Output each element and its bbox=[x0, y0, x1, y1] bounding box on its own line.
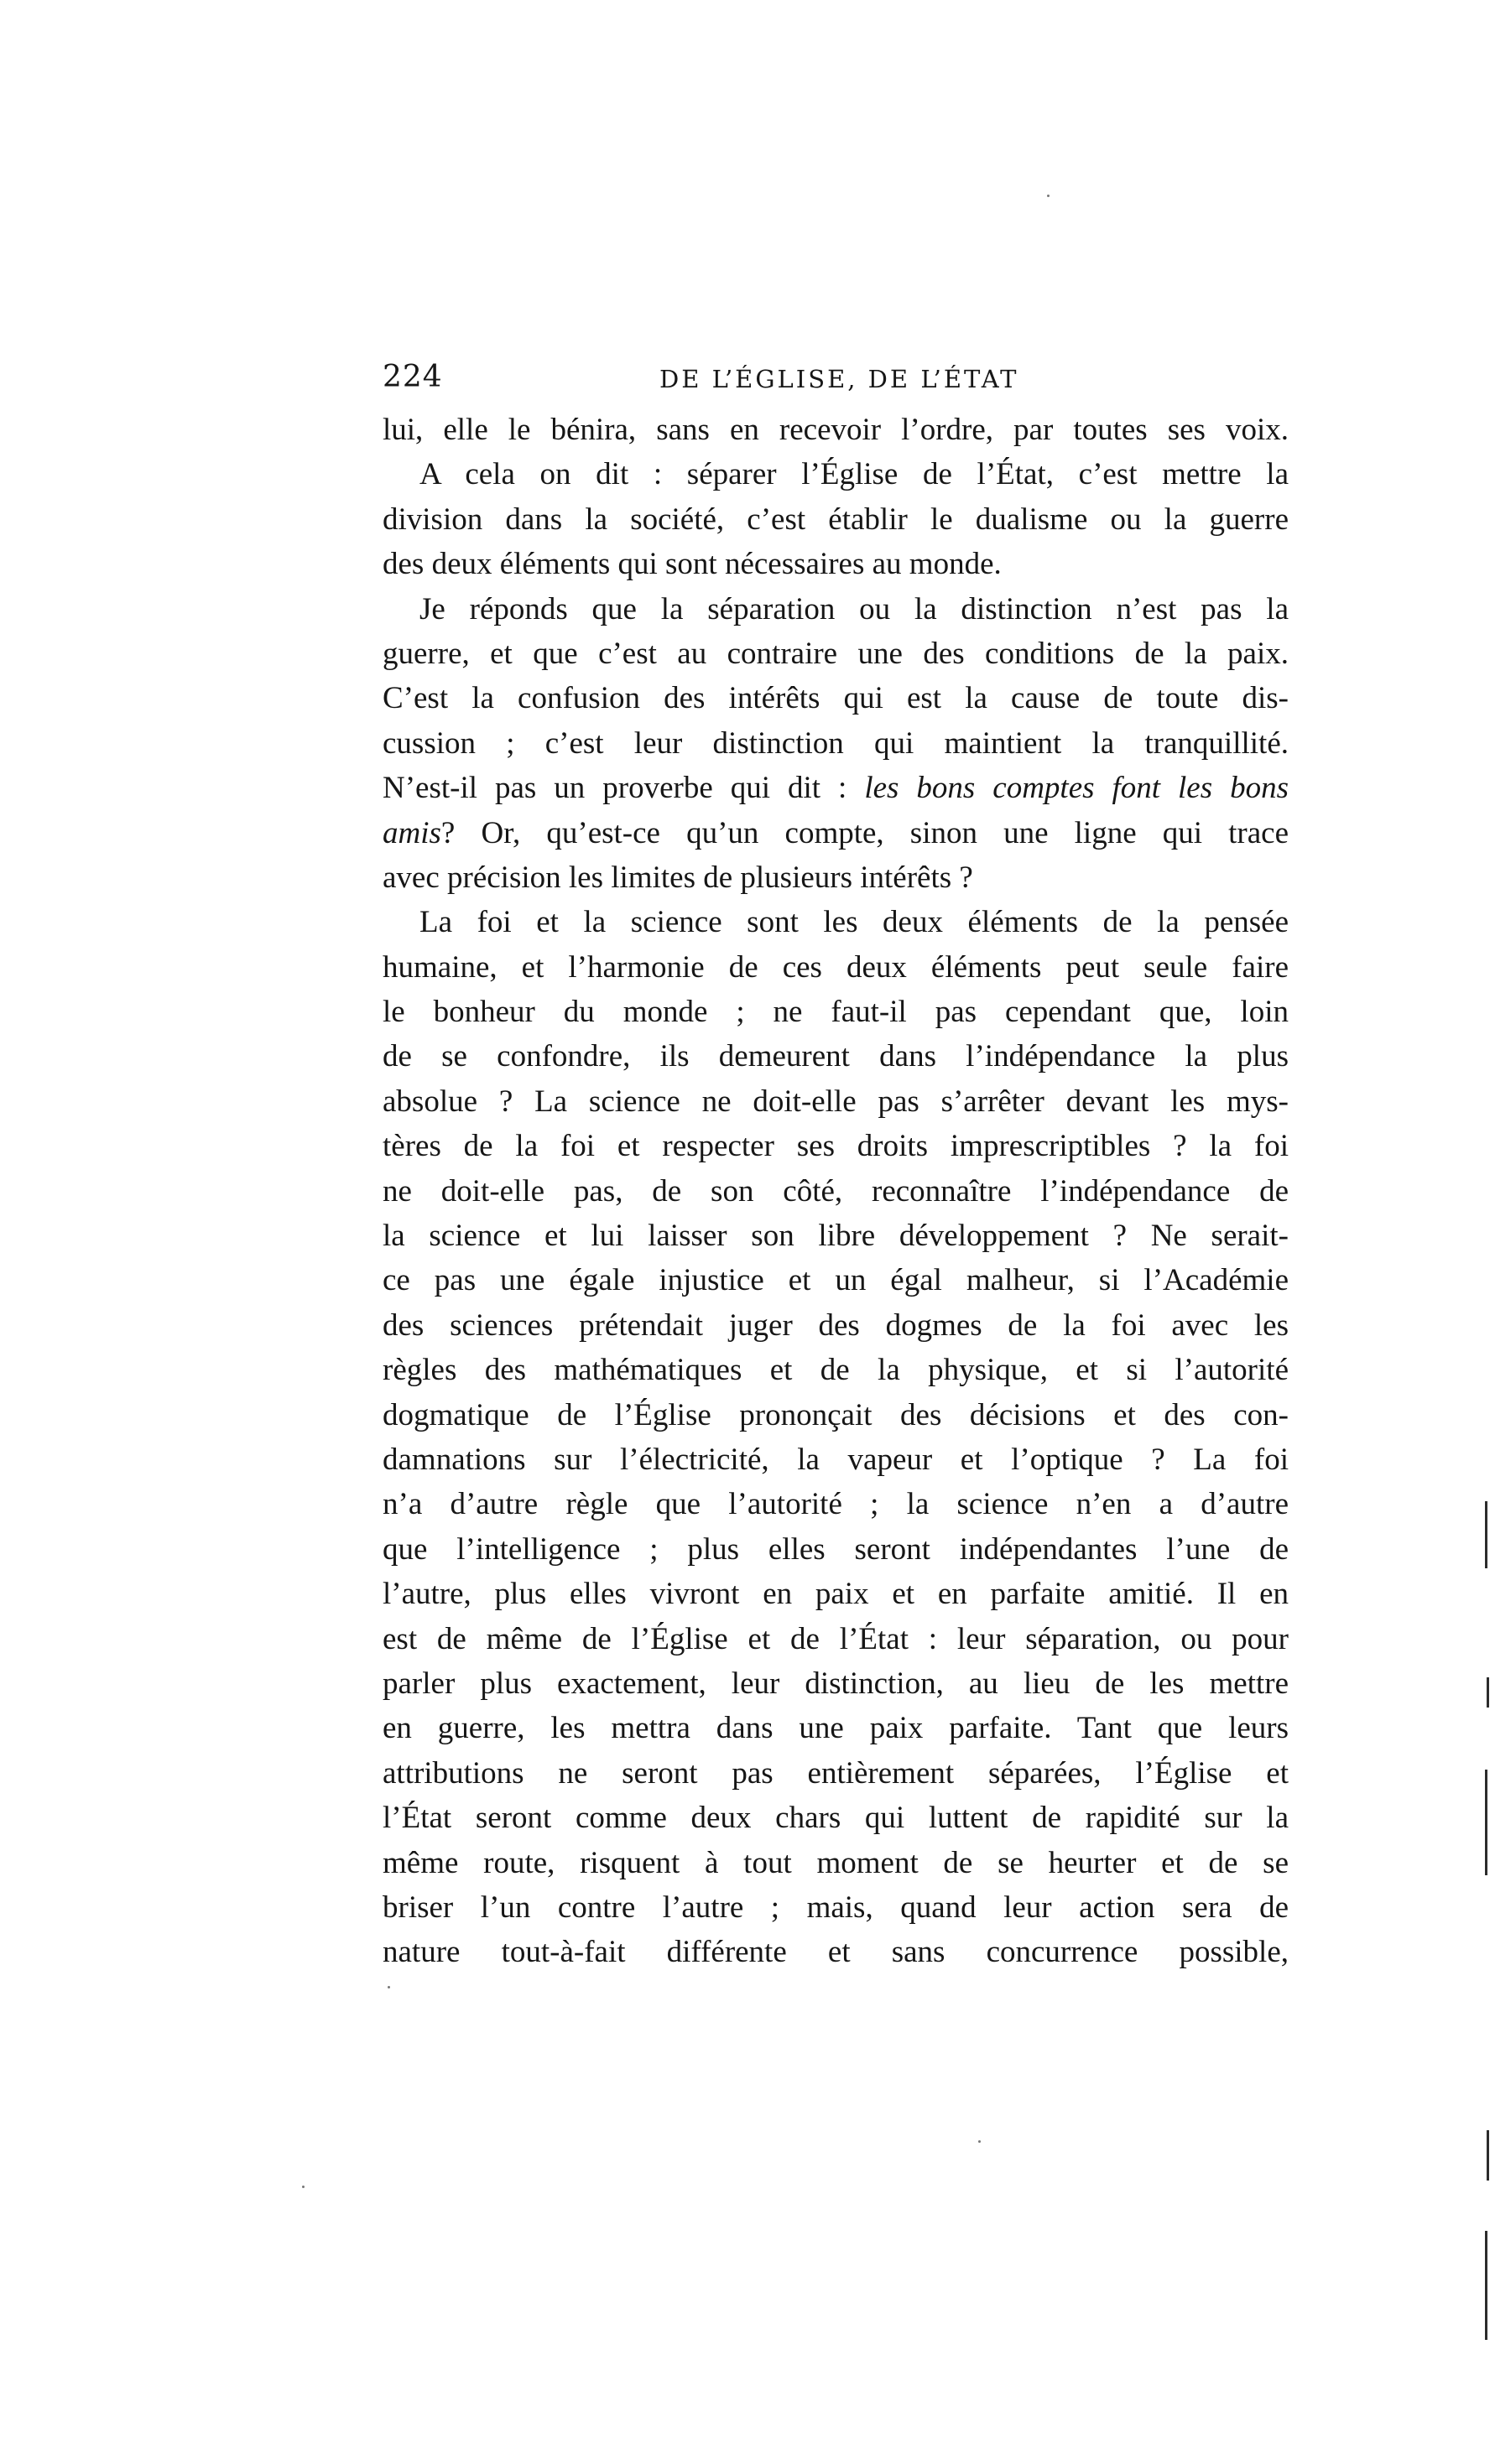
page-header bbox=[383, 359, 1289, 396]
text-line: tères de la foi et respecter ses droits imprescriptibles ? la foi bbox=[383, 1129, 1289, 1164]
text-fragment: ? Or, qu’est-ce qu’un compte, sinon une ligne qui trace bbox=[440, 815, 1289, 850]
text-fragment: N’est-il pas un proverbe qui dit : bbox=[383, 771, 847, 806]
text-line: La foi et la science sont les deux éléments de la pensée bbox=[419, 905, 1289, 940]
text-line: guerre, et que c’est au contraire une des conditions de la paix. bbox=[383, 636, 1289, 671]
text-line: la science et lui laisser son libre développement ? Ne serait- bbox=[383, 1219, 1289, 1254]
text-line: dogmatique de l’Église prononçait des décisions et des con- bbox=[383, 1397, 1289, 1432]
text-line: division dans la société, c’est établir le dualisme ou la guerre bbox=[383, 502, 1289, 537]
text-line: Je réponds que la séparation ou la distinction n’est pas la bbox=[419, 591, 1289, 626]
text-line: l’État seront comme deux chars qui luttent de rapidité sur la bbox=[383, 1801, 1289, 1836]
scan-edge-mark bbox=[1485, 2231, 1487, 2340]
text-line: attributions ne seront pas entièrement séparées, l’Église et bbox=[383, 1755, 1289, 1791]
text-line: des sciences prétendait juger des dogmes de la foi avec les bbox=[383, 1307, 1289, 1343]
scan-speck bbox=[388, 1986, 390, 1988]
italic-phrase: amis bbox=[383, 815, 441, 850]
text-line: damnations sur l’électricité, la vapeur et l’optique ? La foi bbox=[383, 1442, 1289, 1477]
running-head: DE L’ÉGLISE, DE L’ÉTAT bbox=[659, 365, 1019, 393]
text-line: est de même de l’Église et de l’État : leur séparation, ou pour bbox=[383, 1621, 1289, 1656]
text-line: des deux éléments qui sont nécessaires au monde. bbox=[383, 547, 1002, 582]
scan-speck bbox=[302, 2186, 305, 2188]
text-line: en guerre, les mettra dans une paix parfaite. Tant que leurs bbox=[383, 1711, 1289, 1746]
italic-phrase: les bons comptes font les bons bbox=[864, 771, 1289, 806]
text-line: C’est la confusion des intérêts qui est la cause de toute dis- bbox=[383, 681, 1289, 716]
text-line: avec précision les limites de plusieurs intérêts ? bbox=[383, 860, 973, 895]
text-line: A cela on dit : séparer l’Église de l’État, c’est mettre la bbox=[419, 457, 1289, 492]
text-line: n’a d’autre règle que l’autorité ; la science n’en a d’autre bbox=[383, 1487, 1289, 1522]
text-line: absolue ? La science ne doit-elle pas s’arrêter devant les mys- bbox=[383, 1084, 1289, 1119]
text-line-mixed bbox=[383, 766, 1289, 810]
text-line: lui, elle le bénira, sans en recevoir l’ordre, par toutes ses voix. bbox=[383, 413, 1289, 447]
body-text bbox=[383, 408, 1289, 1975]
scan-speck bbox=[978, 2140, 981, 2143]
scan-speck bbox=[1047, 195, 1050, 197]
text-line: briser l’un contre l’autre ; mais, quand leur action sera de bbox=[383, 1890, 1289, 1925]
text-line: ce pas une égale injustice et un égal malheur, si l’Académie bbox=[383, 1263, 1289, 1298]
page-number: 224 bbox=[383, 360, 443, 394]
text-line: ne doit-elle pas, de son côté, reconnaître l’indépendance de bbox=[383, 1173, 1289, 1209]
text-line-mixed bbox=[383, 811, 1289, 855]
text-line: parler plus exactement, leur distinction, au lieu de les mettre bbox=[383, 1666, 1289, 1701]
text-line: que l’intelligence ; plus elles seront indépendantes l’une de bbox=[383, 1531, 1289, 1567]
scan-edge-mark bbox=[1487, 2130, 1489, 2181]
scan-edge-mark bbox=[1487, 1677, 1489, 1708]
text-line: l’autre, plus elles vivront en paix et en parfaite amitié. Il en bbox=[383, 1577, 1289, 1612]
text-line: cussion ; c’est leur distinction qui maintient la tranquillité. bbox=[383, 725, 1289, 761]
text-line: humaine, et l’harmonie de ces deux éléments peut seule faire bbox=[383, 949, 1289, 985]
text-line: nature tout-à-fait différente et sans concurrence possible, bbox=[383, 1935, 1289, 1970]
text-line: le bonheur du monde ; ne faut-il pas cependant que, loin bbox=[383, 995, 1289, 1030]
text-line: même route, risquent à tout moment de se heurter et de se bbox=[383, 1845, 1289, 1880]
text-line: de se confondre, ils demeurent dans l’indépendance la plus bbox=[383, 1039, 1289, 1074]
scan-edge-mark bbox=[1485, 1770, 1487, 1875]
scan-edge-mark bbox=[1485, 1501, 1487, 1568]
text-line: règles des mathématiques et de la physique, et si l’autorité bbox=[383, 1353, 1289, 1388]
